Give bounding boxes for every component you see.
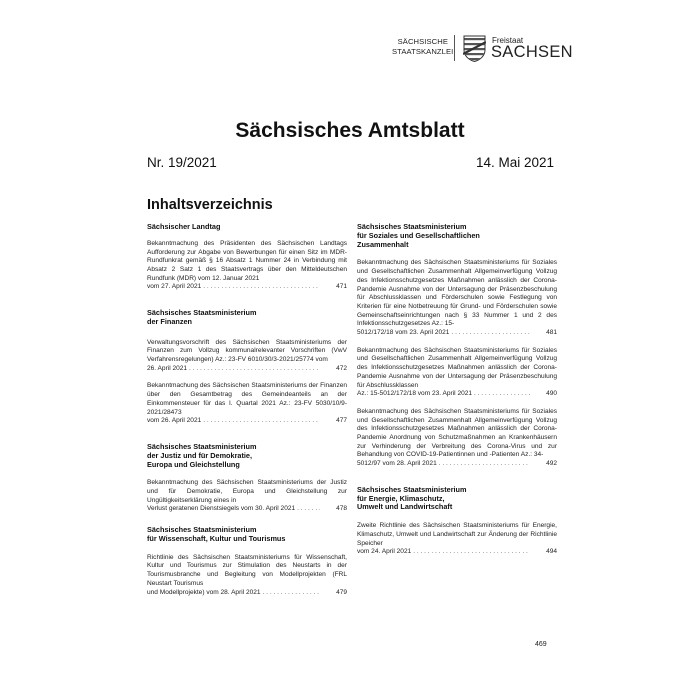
entry-text: Bekanntmachung des Sächsischen Staatsministeriums für Soziales und Gesellschaftlichen Zusammenhalt Allgemeinverfügung Vollzug des Infektionsschutzgesetzes Maßnahmen anlässlich der Corona-Pandemie Anordnung von Schutzmaßnahmen an Krankenhäusern zur Verhinderung der Verbreitung des Corona-Virus und zur Behandlung von COVID-19-Patientinnen und -Patienten Az.: 34- (357, 407, 557, 459)
section-title-line: Zusammenhalt (357, 239, 409, 249)
section-title-line: Sächsisches Staatsministerium (147, 525, 257, 535)
toc-entry[interactable] (357, 522, 557, 557)
entry-text: Zweite Richtlinie des Sächsischen Staatsministeriums für Energie, Klimaschutz, Umwelt und Landwirtschaft zur Änderung der Richtlinie Speicher (357, 522, 557, 547)
section-title-line: Sächsisches Staatsministerium (357, 484, 467, 494)
toc-entry[interactable] (357, 259, 557, 337)
entry-page-number: 494 (546, 548, 557, 556)
kanzlei-line-2: STAATSKANZLEI (392, 46, 454, 56)
entry-date: Az.: 15-5012/172/18 vom 23. April 2021 (357, 390, 473, 398)
toc-entry[interactable] (147, 554, 347, 598)
issue-date: 14. Mai 2021 (475, 155, 554, 170)
entry-page-number: 492 (546, 460, 557, 468)
section-title-line: der Justiz und für Demokratie, (147, 450, 253, 460)
entry-date: 5012/97 vom 28. April 2021 (357, 460, 437, 468)
entry-text: Bekanntmachung des Präsidenten des Sächsischen Landtags Aufforderung zur Abgabe von Bewerbungen für einen Sitz im MDR-Rundfunkrat gemäß § 16 Absatz 1 Nummer 24 in Verbindung mit Absatz 2 Satz 1 des Staatsvertrags über den Mitteldeutschen Rundfunk (MDR) vom 12. Januar 2021 (147, 239, 347, 282)
sachsen-label: SACHSEN (491, 43, 573, 61)
section-title-line: Europa und Gleichstellung (147, 459, 240, 469)
toc-left-column (147, 223, 347, 597)
entry-text: Bekanntmachung des Sächsischen Staatsministeriums der Justiz und für Demokratie, Europa und Gleichstellung zur Ungültigkeitserklärung eines in (147, 479, 347, 504)
entry-page-number: 471 (336, 283, 347, 291)
entry-page-number: 479 (336, 588, 347, 596)
entry-date: und Modellprojekte) vom 28. April 2021 (147, 588, 261, 596)
entry-text: Bekanntmachung des Sächsischen Staatsministeriums der Finanzen über den Gesamtbetrag des Gemeindeanteils an der Einkommensteuer für das I. Quartal 2021 Az.: 23-FV 5030/10/9-2021/28473 (147, 382, 347, 416)
section-title-line: Sächsisches Staatsministerium (357, 222, 467, 231)
entry-text: Verwaltungsvorschrift des Sächsischen Staatsministeriums der Finanzen zum Vollzug kommunalrelevanter Vorschriften (VwV Verfahrensregelungen) Az.: 23-FV 6010/30/3-2021/25774 vom (147, 338, 347, 364)
toc-entry[interactable] (357, 408, 557, 469)
section-title (357, 486, 557, 512)
section-title-line: Umwelt und Landwirtschaft (357, 502, 453, 512)
section-title (147, 526, 347, 544)
freistaat-label: Freistaat (492, 36, 524, 45)
section-title-line: für Wissenschaft, Kultur und Tourismus (147, 533, 286, 543)
page-number: 469 (535, 641, 547, 648)
page-title: Sächsisches Amtsblatt (235, 119, 465, 142)
section-title-line: der Finanzen (147, 316, 193, 326)
saxony-crest-icon (463, 35, 486, 62)
entry-page-number: 481 (546, 329, 557, 337)
toc-entry[interactable] (357, 347, 557, 399)
entry-date: Verlust geratenen Dienstsiegels vom 30. April 2021 (147, 505, 296, 513)
section-title (357, 223, 557, 249)
entry-date: 5012/172/18 vom 23. April 2021 (357, 329, 450, 337)
entry-date: vom 27. April 2021 (147, 283, 202, 291)
toc-entry[interactable] (147, 240, 347, 292)
section-title (147, 443, 347, 469)
entry-text: Bekanntmachung des Sächsischen Staatsministeriums für Soziales und Gesellschaftlichen Zusammenhalt Allgemeinverfügung Vollzug des Infektionsschutzgesetzes Maßnahmen anlässlich der Corona-Pandemie Ausnahme von der Untersagung der Präsenzbeschulung für Abschlussklassen (357, 346, 557, 389)
entry-date: vom 24. April 2021 (357, 548, 412, 556)
entry-page-number: 472 (336, 364, 347, 372)
section-title-line: Sächsisches Staatsministerium (147, 308, 257, 318)
entry-date: vom 26. April 2021 (147, 417, 202, 425)
kanzlei-line-1: SÄCHSISCHE (397, 37, 448, 46)
toc-entry[interactable] (147, 339, 347, 374)
entry-page-number: 477 (336, 417, 347, 425)
logo-divider (454, 35, 455, 61)
section-title (147, 309, 347, 327)
staatskanzlei-label (392, 37, 454, 56)
entry-text: Richtlinie des Sächsischen Staatsministeriums für Wissenschaft, Kultur und Tourismus zur Stimulation des Neustarts in der Tourismusbranche und Begleitung von Modellprojekten (FRL Neustart Tourismus (147, 553, 347, 587)
section-title-line: für Soziales und Gesellschaftlichen (357, 230, 480, 240)
issue-number: Nr. 19/2021 (147, 155, 217, 170)
entry-date: 26. April 2021 (147, 364, 188, 372)
section-title: Sächsischer Landtag (147, 222, 221, 231)
entry-text: Bekanntmachung des Sächsischen Staatsministeriums für Soziales und Gesellschaftlichen Zusammenhalt Allgemeinverfügung Vollzug des Infektionsschutzgesetzes Maßnahmen anlässlich der Corona-Pandemie Ausnahme von der Untersagung der Präsenzbeschulung für Abschlussklassen und Förderschulen sowie Festlegung von Kriterien für eine Notbetreuung für Grund- und Förderschulen sowie Gemeinschaftseinrichtungen nach § 33 Nummer 1 und 2 des Infektionsschutzgesetzes Az.: 15- (357, 259, 557, 328)
toc-entry[interactable] (147, 382, 347, 426)
toc-entry[interactable] (147, 479, 347, 514)
entry-page-number: 478 (336, 505, 347, 513)
section-title-line: Sächsisches Staatsministerium (147, 441, 257, 451)
toc-right-column (357, 223, 557, 557)
section-title-line: für Energie, Klimaschutz, (357, 493, 445, 503)
toc-heading: Inhaltsverzeichnis (147, 197, 273, 213)
entry-page-number: 490 (546, 390, 557, 398)
